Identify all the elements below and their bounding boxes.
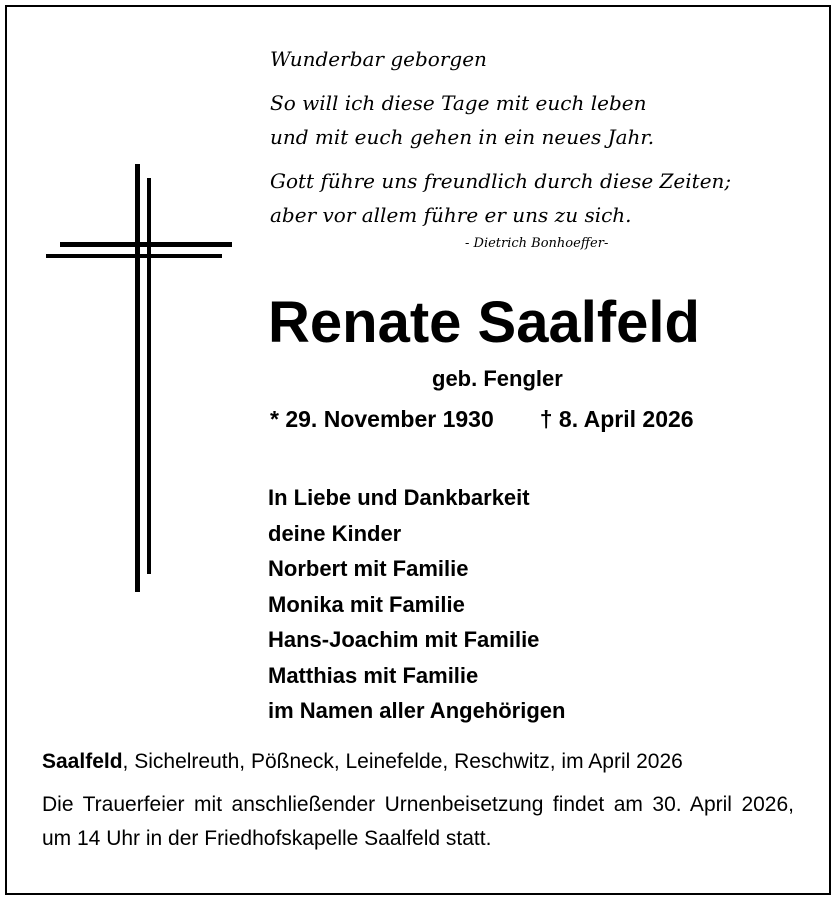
death-date: † 8. April 2026 [539, 406, 694, 432]
poem-line: und mit euch gehen in ein neues Jahr. [270, 125, 655, 149]
poem-title: Wunderbar geborgen [270, 47, 487, 71]
places-line [42, 745, 794, 779]
poem-stanza-1 [270, 86, 790, 154]
deceased-name: Renate Saalfeld [268, 290, 700, 355]
family-member: im Namen aller Angehörigen [268, 698, 566, 723]
family-signature [268, 480, 565, 729]
family-intro: In Liebe und Dankbarkeit [268, 485, 530, 510]
poem-line: aber vor allem führe er uns zu sich. [270, 203, 632, 227]
places-rest: , Sichelreuth, Pößneck, Leinefelde, Reschwitz, im April 2026 [122, 750, 683, 773]
place-main: Saalfeld [42, 750, 123, 773]
cross-icon [44, 164, 236, 592]
birth-name: geb. Fengler [432, 366, 563, 391]
family-member: Monika mit Familie [268, 591, 465, 617]
life-dates [270, 406, 694, 433]
poem-stanza-2 [270, 164, 790, 232]
poem [270, 42, 790, 242]
family-member: Norbert mit Familie [268, 556, 469, 581]
footer [42, 745, 794, 856]
family-member: deine Kinder [268, 520, 402, 546]
family-member: Hans-Joachim mit Familie [268, 627, 540, 652]
birth-date: * 29. November 1930 [270, 406, 494, 432]
funeral-notice: Die Trauerfeier mit anschließender Urnenbeisetzung findet am 30. April 2026, um 14 Uhr in der Friedhofskapelle Saalfeld statt. [42, 793, 794, 850]
poem-line: So will ich diese Tage mit euch leben [270, 91, 647, 115]
family-member: Matthias mit Familie [268, 662, 479, 688]
poem-line: Gott führe uns freundlich durch diese Zeiten; [270, 169, 732, 193]
poem-author: - Dietrich Bonhoeffer- [465, 236, 609, 251]
